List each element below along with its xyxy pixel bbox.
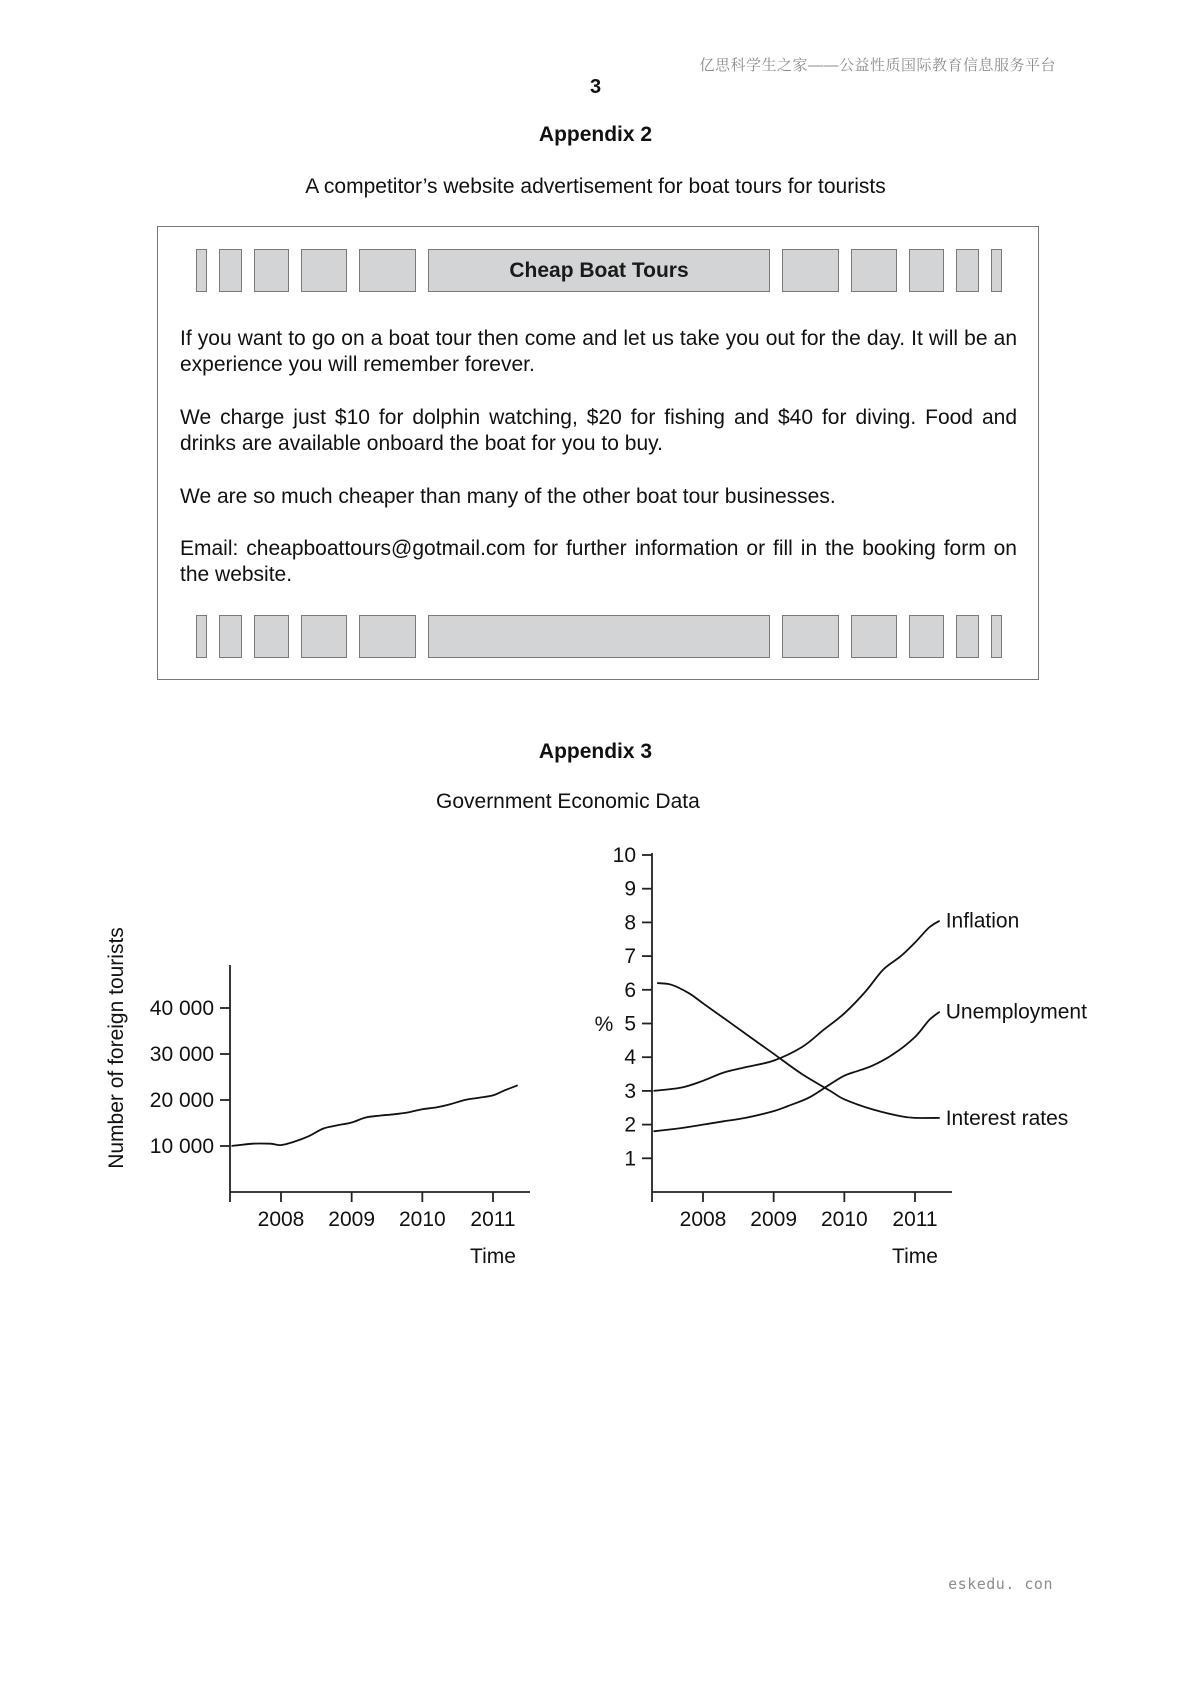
unemployment-label: Unemployment	[945, 1000, 1087, 1024]
y-tick-label: 20 000	[149, 1089, 214, 1112]
tourists-y-axis-label: Number of foreign tourists	[105, 927, 128, 1169]
tourists-line	[232, 1085, 518, 1146]
page-number: 3	[589, 76, 602, 98]
y-tick-label: 4	[624, 1046, 636, 1070]
interest-rates-label: Interest rates	[945, 1106, 1069, 1130]
appendix-3-caption: Government Economic Data	[436, 790, 700, 813]
x-tick-label: 2008	[257, 1208, 305, 1231]
indicators-x-axis-label: Time	[892, 1245, 938, 1268]
x-tick-label: 2010	[398, 1208, 446, 1231]
y-tick-label: 8	[624, 911, 636, 935]
tourists-chart	[105, 927, 530, 1268]
y-tick-label: 10	[612, 844, 636, 867]
x-tick-label: 2011	[892, 1208, 938, 1231]
inflation-line	[654, 921, 940, 1091]
y-tick-label: 5	[624, 1012, 636, 1036]
y-tick-label: 6	[624, 978, 636, 1002]
banner-title: Cheap Boat Tours	[428, 249, 770, 292]
watermark-header: 亿思科学生之家——公益性质国际教育信息服务平台	[699, 57, 1056, 74]
x-tick-label: 2008	[679, 1208, 727, 1231]
y-tick-label: 40 000	[149, 997, 214, 1020]
y-tick-label: 1	[624, 1147, 636, 1171]
x-tick-label: 2011	[470, 1208, 516, 1231]
y-tick-label: 9	[624, 877, 636, 901]
ad-paragraph-intro: If you want to go on a boat tour then come and let us take you out for the day. It will be an experience you will remember forever.	[180, 327, 1017, 376]
y-tick-label: 10 000	[149, 1135, 214, 1158]
ad-paragraph-prices: We charge just $10 for dolphin watching, $20 for fishing and $40 for diving. Food and drinks are available onboard the boat for you to buy.	[180, 406, 1017, 455]
y-tick-label: 2	[624, 1113, 636, 1137]
ad-paragraph-email: Email: cheapboattours@gotmail.com for further information or fill in the booking form on the website.	[180, 537, 1017, 586]
appendix-2-caption: A competitor’s website advertisement for boat tours for tourists	[305, 175, 886, 198]
y-tick-label: 7	[624, 945, 636, 969]
x-tick-label: 2009	[328, 1208, 376, 1231]
economic-indicators-chart	[595, 844, 1087, 1268]
footer-watermark: eskedu. con	[948, 1575, 1053, 1593]
appendix-2-heading: Appendix 2	[538, 123, 653, 146]
appendix-3-heading: Appendix 3	[538, 740, 653, 763]
ad-paragraph-cheaper: We are so much cheaper than many of the other boat tour businesses.	[180, 485, 836, 508]
y-tick-label: 3	[624, 1079, 636, 1103]
inflation-label: Inflation	[945, 909, 1020, 933]
x-tick-label: 2009	[750, 1208, 798, 1231]
x-tick-label: 2010	[820, 1208, 868, 1231]
indicators-y-axis-label: %	[594, 1013, 614, 1036]
y-tick-label: 30 000	[149, 1043, 214, 1066]
tourists-x-axis-label: Time	[470, 1245, 516, 1268]
